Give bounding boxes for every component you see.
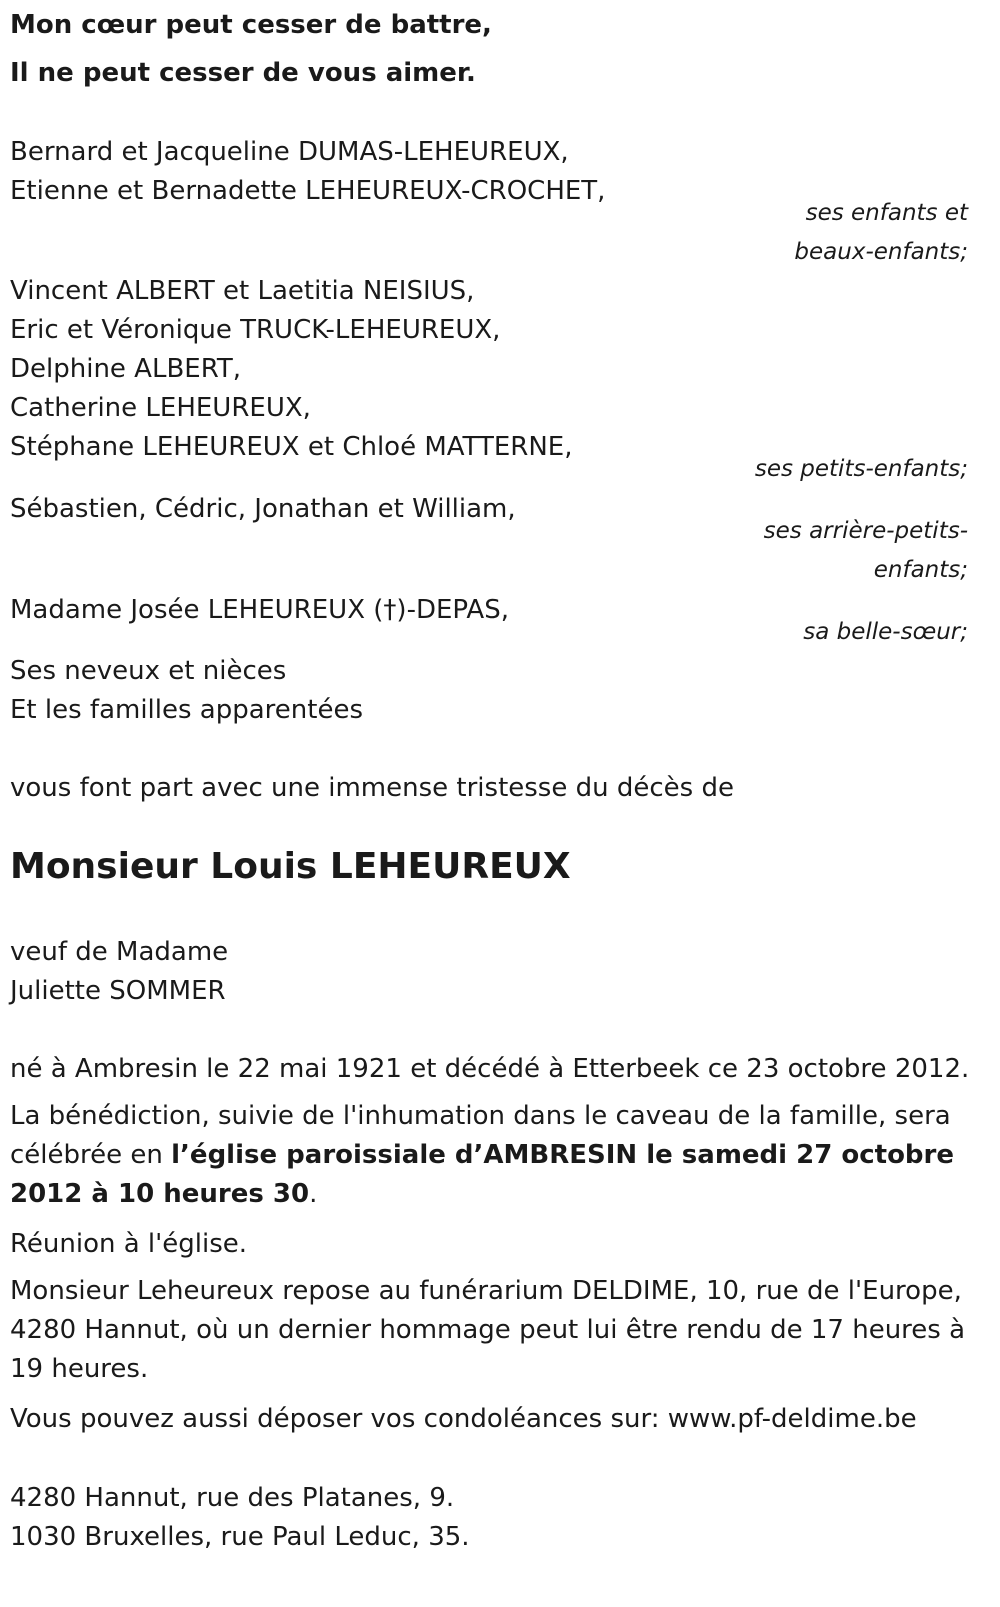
children-name-2: Etienne et Bernadette LEHEUREUX-CROCHET,	[10, 176, 606, 206]
sister-in-law-name: Madame Josée LEHEUREUX (†)-DEPAS,	[10, 595, 509, 625]
grandchild-name-3: Delphine ALBERT,	[10, 354, 242, 384]
epigraph-line-1: Mon cœur peut cesser de battre,	[10, 10, 492, 40]
great-grandchildren-relation-line-1: ses arrière-petits-	[763, 518, 968, 544]
epigraph-line-2: Il ne peut cesser de vous aimer.	[10, 58, 476, 88]
grandchildren-relation: ses petits-enfants;	[754, 456, 968, 482]
children-name-1: Bernard et Jacqueline DUMAS-LEHEUREUX,	[10, 137, 569, 167]
address-1: 4280 Hannut, rue des Platanes, 9.	[10, 1483, 455, 1513]
great-grandchildren-names: Sébastien, Cédric, Jonathan et William,	[10, 494, 516, 524]
condolences-text: Vous pouvez aussi déposer vos condoléances sur: www.pf-deldime.be	[10, 1404, 917, 1434]
widower-line-2: Juliette SOMMER	[10, 976, 226, 1006]
great-grandchildren-relation-line-2: enfants;	[873, 557, 968, 583]
grandchild-name-2: Eric et Véronique TRUCK-LEHEUREUX,	[10, 315, 501, 345]
children-relation-line-2: beaux-enfants;	[794, 239, 968, 265]
children-relation-line-1: ses enfants et	[805, 200, 968, 226]
reunion-text: Réunion à l'église.	[10, 1229, 248, 1259]
sister-in-law-relation: sa belle-sœur;	[803, 619, 968, 645]
ceremony-place-time: l’église paroissiale d’AMBRESIN le samedi 27 octobre 2012 à 10 heures 30	[10, 1140, 954, 1209]
grandchild-name-1: Vincent ALBERT et Laetitia NEISIUS,	[10, 276, 475, 306]
ceremony-end: .	[309, 1179, 318, 1209]
funerarium-paragraph: Monsieur Leheureux repose au funérarium DELDIME, 10, rue de l'Europe, 4280 Hannut, où un dernier hommage peut lui être rendu de 17 heures à 19 heures.	[10, 1276, 966, 1384]
birth-death-dates: né à Ambresin le 22 mai 1921 et décédé à Etterbeek ce 23 octobre 2012.	[10, 1054, 970, 1084]
deceased-name: Monsieur Louis LEHEUREUX	[10, 846, 571, 887]
nephews-nieces: Ses neveux et nièces	[10, 656, 287, 686]
widower-line-1: veuf de Madame	[10, 937, 229, 967]
grandchild-name-4: Catherine LEHEUREUX,	[10, 393, 311, 423]
ceremony-paragraph	[10, 1097, 975, 1214]
announcement-text: vous font part avec une immense tristesse du décès de	[10, 773, 734, 803]
grandchild-name-5: Stéphane LEHEUREUX et Chloé MATTERNE,	[10, 432, 573, 462]
related-families: Et les familles apparentées	[10, 695, 364, 725]
address-2: 1030 Bruxelles, rue Paul Leduc, 35.	[10, 1522, 470, 1552]
ceremony-intro: La bénédiction, suivie de l'inhumation dans le caveau de la famille, sera célébrée en	[10, 1101, 951, 1170]
